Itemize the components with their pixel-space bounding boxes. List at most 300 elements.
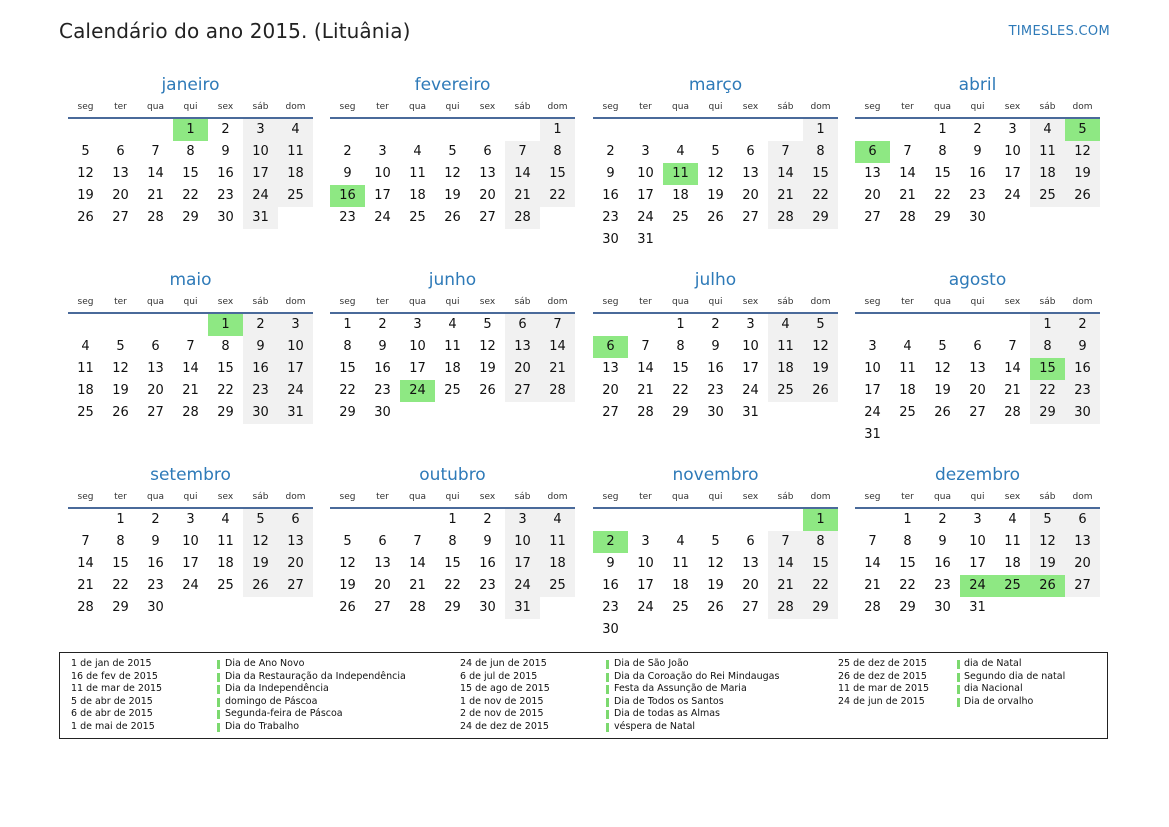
- weekend-day: 16: [1065, 358, 1100, 380]
- legend-date: 24 de jun de 2015: [460, 658, 547, 669]
- empty-day: [855, 314, 890, 336]
- day-cell: 26: [479, 383, 496, 398]
- day-cell: 14: [899, 166, 916, 181]
- day-cell: 30: [934, 600, 951, 615]
- day-cell: 30: [707, 405, 724, 420]
- day-cell: 15: [934, 166, 951, 181]
- day-cell: 3: [413, 317, 422, 332]
- month-title: setembro: [150, 465, 231, 485]
- weekend-day: 26: [243, 575, 278, 597]
- weekend-day: 10: [278, 336, 313, 358]
- day-cell: 29: [182, 210, 199, 225]
- empty-day: [103, 314, 138, 336]
- legend-holiday-name: Festa da Assunção de Maria: [614, 683, 747, 695]
- day-cell: 14: [1004, 361, 1021, 376]
- empty-day: [628, 314, 663, 336]
- day-cell: 5: [711, 534, 720, 549]
- week-row: [593, 553, 838, 575]
- day-cell: 13: [742, 166, 759, 181]
- legend-date: 6 de jul de 2015: [460, 670, 538, 682]
- week-row: [855, 380, 1100, 402]
- day-cell: 19: [479, 361, 496, 376]
- empty-day: [505, 119, 540, 141]
- day-cell: 18: [444, 361, 461, 376]
- empty-day: [330, 509, 365, 531]
- weekday-label: seg: [864, 297, 881, 307]
- empty-day: [925, 424, 960, 446]
- month-title: julho: [694, 270, 737, 290]
- month-title: junho: [428, 270, 477, 290]
- holiday-legend: [59, 652, 1108, 739]
- weekday-label: qui: [970, 492, 985, 502]
- legend-marker: [606, 698, 609, 707]
- weekend-day: 5: [803, 314, 838, 336]
- day-cell: 13: [602, 361, 619, 376]
- empty-day: [540, 207, 575, 229]
- day-cell: 8: [221, 339, 230, 354]
- weekday-label: ter: [376, 102, 389, 112]
- day-cell: 10: [374, 166, 391, 181]
- weekend-day: 28: [768, 207, 803, 229]
- day-cell: 10: [864, 361, 881, 376]
- day-cell: 13: [864, 166, 881, 181]
- day-cell: 23: [147, 578, 164, 593]
- weekend-day: 9: [1065, 336, 1100, 358]
- day-cell: 20: [479, 188, 496, 203]
- weekday-header: [593, 487, 838, 509]
- weekday-header: [68, 487, 313, 509]
- weekday-label: dom: [1072, 102, 1093, 112]
- week-row: [330, 119, 575, 141]
- week-row: [330, 207, 575, 229]
- empty-day: [593, 119, 628, 141]
- weekday-label: seg: [339, 102, 356, 112]
- empty-day: [628, 619, 663, 641]
- weekend-day: 25: [1030, 185, 1065, 207]
- weekday-label: seg: [339, 492, 356, 502]
- weekday-label: qui: [970, 297, 985, 307]
- day-cell: 11: [672, 556, 689, 571]
- day-cell: 5: [711, 144, 720, 159]
- weekend-day: 8: [803, 141, 838, 163]
- day-cell: 26: [707, 210, 724, 225]
- weekday-label: sáb: [1039, 297, 1056, 307]
- day-cell: 24: [637, 210, 654, 225]
- day-cell: 26: [339, 600, 356, 615]
- weekday-label: qui: [183, 297, 198, 307]
- weekend-day: 11: [768, 336, 803, 358]
- weekend-day: 6: [505, 314, 540, 336]
- day-cell: 28: [1004, 405, 1021, 420]
- empty-day: [803, 229, 838, 251]
- weekday-label: sáb: [777, 492, 794, 502]
- day-cell: 17: [182, 556, 199, 571]
- day-cell: 17: [1004, 166, 1021, 181]
- day-cell: 4: [81, 339, 90, 354]
- weekend-day: 26: [803, 380, 838, 402]
- legend-date: 26 de dez de 2015: [838, 670, 927, 682]
- weekday-label: qua: [934, 297, 951, 307]
- weekday-header: [593, 292, 838, 314]
- day-cell: 28: [409, 600, 426, 615]
- day-cell: 14: [864, 556, 881, 571]
- weekend-day: 17: [505, 553, 540, 575]
- day-cell: 20: [602, 383, 619, 398]
- day-cell: 29: [444, 600, 461, 615]
- week-row: [855, 358, 1100, 380]
- weekend-day: 8: [1030, 336, 1065, 358]
- empty-day: [138, 119, 173, 141]
- month-title: janeiro: [161, 75, 220, 95]
- day-cell: 17: [637, 578, 654, 593]
- empty-day: [698, 119, 733, 141]
- empty-day: [400, 402, 435, 424]
- day-cell: 19: [77, 188, 94, 203]
- empty-day: [435, 402, 470, 424]
- day-cell: 16: [602, 578, 619, 593]
- weekend-day: 14: [505, 163, 540, 185]
- weekday-label: dom: [1072, 492, 1093, 502]
- day-cell: 11: [217, 534, 234, 549]
- weekday-label: qua: [147, 492, 164, 502]
- day-cell: 26: [112, 405, 129, 420]
- day-cell: 24: [1004, 188, 1021, 203]
- weekday-label: sex: [1004, 297, 1021, 307]
- weekend-day: 12: [803, 336, 838, 358]
- weekend-day: 15: [803, 163, 838, 185]
- day-cell: 10: [637, 166, 654, 181]
- weekend-day: 2: [1065, 314, 1100, 336]
- legend-holiday-name: Dia da Coroação do Rei Mindaugas: [614, 670, 780, 682]
- week-row: [855, 509, 1100, 531]
- week-row: [68, 380, 313, 402]
- week-row: [855, 402, 1100, 424]
- weekday-label: sex: [742, 297, 759, 307]
- weekend-day: 18: [540, 553, 575, 575]
- holiday-day: 2: [593, 531, 628, 553]
- weekday-label: ter: [901, 492, 914, 502]
- day-cell: 3: [186, 512, 195, 527]
- empty-day: [103, 119, 138, 141]
- weekday-label: ter: [114, 492, 127, 502]
- week-row: [593, 402, 838, 424]
- legend-holiday-name: dia de Natal: [964, 658, 1022, 669]
- weekend-day: 21: [505, 185, 540, 207]
- weekend-day: 15: [803, 553, 838, 575]
- week-row: [330, 185, 575, 207]
- day-cell: 8: [938, 144, 947, 159]
- weekday-label: qua: [934, 492, 951, 502]
- day-cell: 18: [899, 383, 916, 398]
- day-cell: 30: [217, 210, 234, 225]
- day-cell: 22: [444, 578, 461, 593]
- day-cell: 22: [339, 383, 356, 398]
- weekday-label: qui: [970, 102, 985, 112]
- weekend-day: 4: [540, 509, 575, 531]
- weekend-day: 31: [278, 402, 313, 424]
- day-cell: 20: [864, 188, 881, 203]
- day-cell: 31: [864, 427, 881, 442]
- week-row: [330, 163, 575, 185]
- legend-marker: [957, 660, 960, 669]
- empty-day: [733, 119, 768, 141]
- day-cell: 3: [378, 144, 387, 159]
- weekday-label: qui: [708, 492, 723, 502]
- week-row: [68, 141, 313, 163]
- week-row: [330, 314, 575, 336]
- day-cell: 28: [182, 405, 199, 420]
- day-cell: 7: [81, 534, 90, 549]
- week-row: [68, 597, 313, 619]
- week-row: [330, 336, 575, 358]
- empty-day: [960, 314, 995, 336]
- day-cell: 23: [969, 188, 986, 203]
- day-cell: 19: [707, 578, 724, 593]
- weekend-day: 24: [278, 380, 313, 402]
- weekday-label: seg: [339, 297, 356, 307]
- week-row: [330, 380, 575, 402]
- weekend-day: 22: [803, 185, 838, 207]
- weekend-day: 12: [243, 531, 278, 553]
- empty-day: [995, 207, 1030, 229]
- weekend-day: 19: [1030, 553, 1065, 575]
- legend-marker: [957, 698, 960, 707]
- legend-holiday-name: Dia de Todos os Santos: [614, 695, 724, 707]
- empty-day: [768, 119, 803, 141]
- weekday-label: sáb: [777, 297, 794, 307]
- weekday-header: [330, 487, 575, 509]
- weekend-day: 27: [505, 380, 540, 402]
- weekday-label: sex: [479, 492, 496, 502]
- empty-day: [1065, 424, 1100, 446]
- day-cell: 5: [343, 534, 352, 549]
- week-row: [855, 336, 1100, 358]
- holiday-day: 25: [995, 575, 1030, 597]
- day-cell: 27: [969, 405, 986, 420]
- weekday-label: dom: [547, 492, 568, 502]
- empty-day: [505, 402, 540, 424]
- weekday-label: ter: [639, 492, 652, 502]
- legend-holiday-name: Dia da Independência: [225, 683, 329, 695]
- month-junho: [330, 268, 575, 424]
- day-cell: 22: [182, 188, 199, 203]
- legend-holiday-name: Dia de Ano Novo: [225, 658, 305, 669]
- empty-day: [470, 119, 505, 141]
- holiday-day: 1: [173, 119, 208, 141]
- day-cell: 9: [483, 534, 492, 549]
- day-cell: 10: [409, 339, 426, 354]
- weekend-day: 4: [768, 314, 803, 336]
- day-cell: 28: [147, 210, 164, 225]
- empty-day: [733, 619, 768, 641]
- weekday-label: ter: [114, 102, 127, 112]
- week-row: [855, 424, 1100, 446]
- day-cell: 7: [186, 339, 195, 354]
- day-cell: 23: [707, 383, 724, 398]
- weekend-day: 12: [1030, 531, 1065, 553]
- month-março: [593, 73, 838, 251]
- weekday-label: sáb: [514, 102, 531, 112]
- day-cell: 11: [409, 166, 426, 181]
- empty-day: [855, 119, 890, 141]
- day-cell: 2: [973, 122, 982, 137]
- legend-holiday-name: Dia do Trabalho: [225, 720, 300, 732]
- weekend-day: 4: [278, 119, 313, 141]
- day-cell: 19: [707, 188, 724, 203]
- week-row: [855, 575, 1100, 597]
- weekend-day: 25: [278, 185, 313, 207]
- empty-day: [470, 402, 505, 424]
- empty-day: [365, 119, 400, 141]
- day-cell: 17: [742, 361, 759, 376]
- day-cell: 14: [182, 361, 199, 376]
- month-title: maio: [169, 270, 212, 290]
- day-cell: 27: [374, 600, 391, 615]
- weekend-day: 8: [803, 531, 838, 553]
- empty-day: [890, 119, 925, 141]
- day-cell: 19: [112, 383, 129, 398]
- day-cell: 18: [217, 556, 234, 571]
- legend-holiday-name: Segunda-feira de Páscoa: [225, 708, 343, 720]
- week-row: [593, 141, 838, 163]
- legend-marker: [606, 673, 609, 682]
- day-cell: 17: [409, 361, 426, 376]
- month-outubro: [330, 463, 575, 619]
- legend-marker: [606, 723, 609, 732]
- brand-link[interactable]: TIMESLES.COM: [1008, 24, 1110, 39]
- day-cell: 31: [637, 232, 654, 247]
- month-title: abril: [958, 75, 997, 95]
- day-cell: 11: [899, 361, 916, 376]
- day-cell: 21: [409, 578, 426, 593]
- weekend-day: 14: [768, 553, 803, 575]
- day-cell: 15: [182, 166, 199, 181]
- day-cell: 24: [637, 600, 654, 615]
- day-cell: 27: [479, 210, 496, 225]
- day-cell: 30: [602, 622, 619, 637]
- day-cell: 2: [711, 317, 720, 332]
- weekday-label: dom: [547, 297, 568, 307]
- month-janeiro: [68, 73, 313, 229]
- day-cell: 29: [339, 405, 356, 420]
- weekend-day: 29: [1030, 402, 1065, 424]
- week-row: [330, 358, 575, 380]
- day-cell: 10: [969, 534, 986, 549]
- weekday-label: seg: [864, 492, 881, 502]
- empty-day: [663, 619, 698, 641]
- day-cell: 1: [903, 512, 912, 527]
- day-cell: 17: [969, 556, 986, 571]
- weekday-label: dom: [285, 102, 306, 112]
- empty-day: [733, 229, 768, 251]
- day-cell: 12: [77, 166, 94, 181]
- week-row: [593, 575, 838, 597]
- day-cell: 18: [1004, 556, 1021, 571]
- day-cell: 25: [672, 600, 689, 615]
- day-cell: 9: [973, 144, 982, 159]
- weekend-day: 25: [768, 380, 803, 402]
- day-cell: 5: [116, 339, 125, 354]
- weekend-day: 23: [1065, 380, 1100, 402]
- week-row: [593, 119, 838, 141]
- week-row: [68, 531, 313, 553]
- legend-marker: [606, 660, 609, 669]
- week-row: [855, 553, 1100, 575]
- month-title: dezembro: [935, 465, 1020, 485]
- week-row: [855, 185, 1100, 207]
- day-cell: 18: [77, 383, 94, 398]
- weekend-day: 3: [278, 314, 313, 336]
- day-cell: 27: [602, 405, 619, 420]
- legend-date: 24 de dez de 2015: [460, 720, 549, 732]
- empty-day: [960, 424, 995, 446]
- holiday-day: 1: [208, 314, 243, 336]
- day-cell: 8: [116, 534, 125, 549]
- weekday-label: sex: [1004, 492, 1021, 502]
- empty-day: [925, 314, 960, 336]
- weekend-day: 25: [540, 575, 575, 597]
- week-row: [593, 619, 838, 641]
- day-cell: 27: [112, 210, 129, 225]
- day-cell: 31: [742, 405, 759, 420]
- holiday-day: 5: [1065, 119, 1100, 141]
- day-cell: 25: [899, 405, 916, 420]
- weekend-day: 26: [1065, 185, 1100, 207]
- legend-date: 1 de jan de 2015: [71, 658, 152, 669]
- day-cell: 5: [448, 144, 457, 159]
- day-cell: 29: [672, 405, 689, 420]
- weekday-label: ter: [639, 102, 652, 112]
- weekend-day: 10: [505, 531, 540, 553]
- day-cell: 26: [444, 210, 461, 225]
- day-cell: 15: [339, 361, 356, 376]
- day-cell: 9: [711, 339, 720, 354]
- empty-day: [663, 229, 698, 251]
- day-cell: 7: [903, 144, 912, 159]
- day-cell: 11: [77, 361, 94, 376]
- weekend-day: 29: [803, 207, 838, 229]
- weekday-label: seg: [864, 102, 881, 112]
- weekday-label: sáb: [252, 492, 269, 502]
- day-cell: 29: [934, 210, 951, 225]
- day-cell: 8: [448, 534, 457, 549]
- weekday-label: ter: [114, 297, 127, 307]
- month-title: fevereiro: [414, 75, 491, 95]
- day-cell: 30: [602, 232, 619, 247]
- weekday-label: sex: [1004, 102, 1021, 112]
- day-cell: 9: [343, 166, 352, 181]
- day-cell: 13: [374, 556, 391, 571]
- weekday-label: sáb: [252, 297, 269, 307]
- day-cell: 24: [182, 578, 199, 593]
- holiday-day: 11: [663, 163, 698, 185]
- weekday-label: qua: [934, 102, 951, 112]
- week-row: [330, 531, 575, 553]
- week-row: [593, 185, 838, 207]
- empty-day: [663, 119, 698, 141]
- empty-day: [698, 229, 733, 251]
- day-cell: 13: [112, 166, 129, 181]
- page-title: Calendário do ano 2015. (Lituânia): [59, 19, 411, 43]
- weekend-day: 1: [1030, 314, 1065, 336]
- day-cell: 6: [483, 144, 492, 159]
- day-cell: 7: [151, 144, 160, 159]
- day-cell: 19: [934, 383, 951, 398]
- empty-day: [208, 597, 243, 619]
- day-cell: 4: [221, 512, 230, 527]
- weekday-label: seg: [77, 102, 94, 112]
- legend-holiday-name: Dia de São João: [614, 658, 689, 669]
